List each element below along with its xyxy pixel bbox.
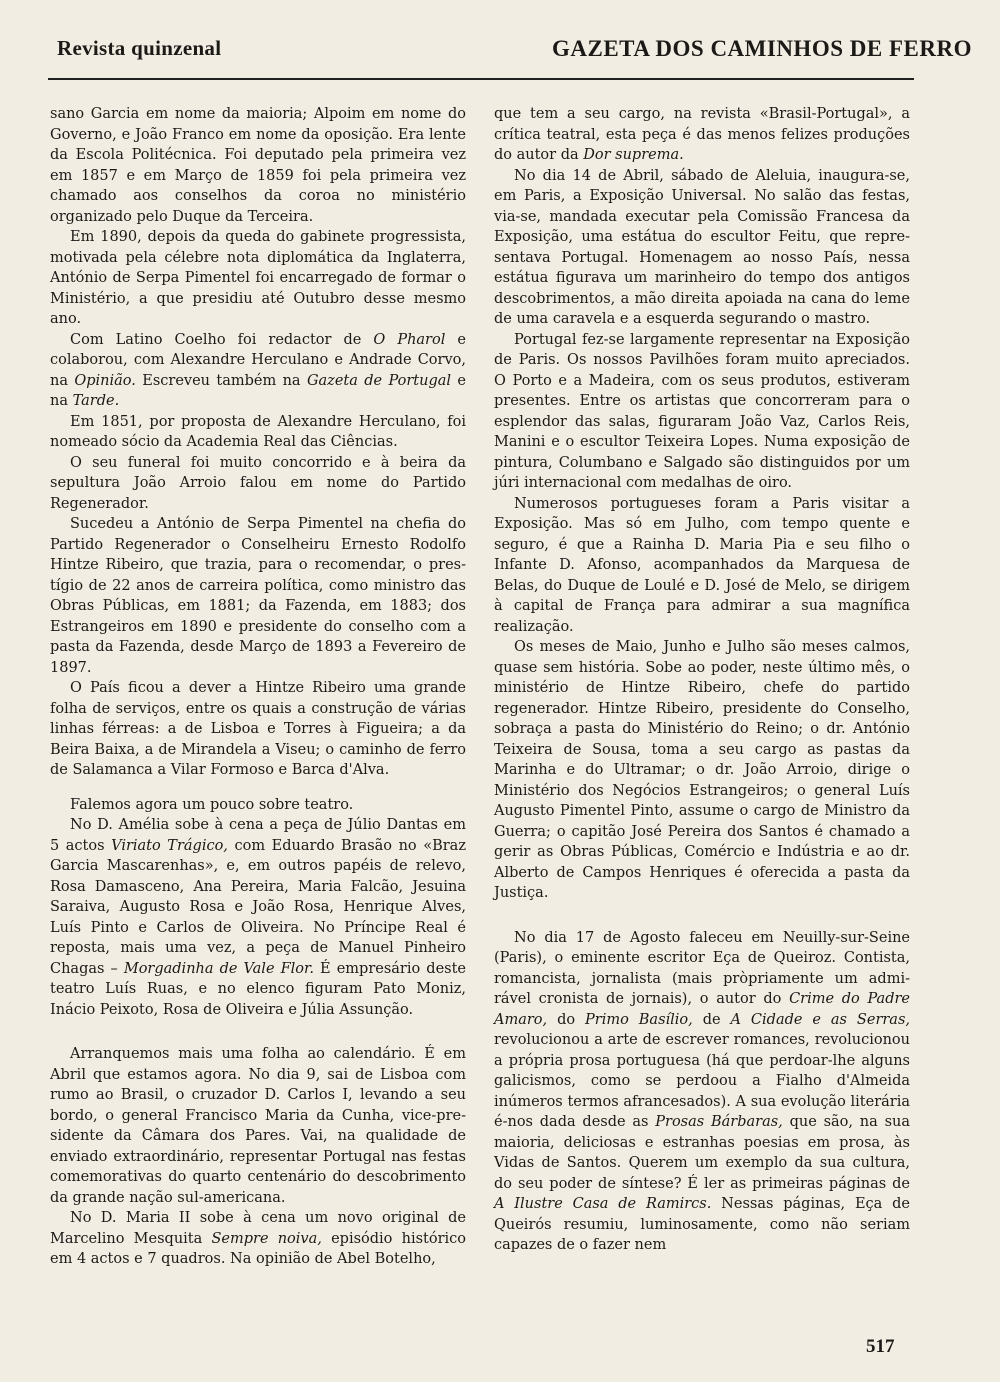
header-right-title: GAZETA DOS CAMINHOS DE FERRO <box>552 36 972 61</box>
paragraph: Sucedeu a António de Serpa Pimentel na chefia do Partido Regenerador o Conselheiru Ernesto Rodolfo Hintze Ribeiro, que trazia, para o recomendar, o prestígio de 22 anos de carreira política, como ministro das Obras Públicas, em 1881; da Fazenda, em 1883; dos Estrangeiros em 1890 e presidente do conselho com a pasta da Fazenda, desde Março de 1893 a Fevereiro de 1897. <box>50 516 466 676</box>
paragraph: Portugal fez-se largamente representar na Exposição de Paris. Os nossos Pavilhões foram muito apreciados. O Porto e a Madeira, com os seus produtos, estiveram presentes. Entre os artistas que concorreram para o esplendor das salas, figuraram João Vaz, Carlos Reis, Manini e o escultor Teixeira Lopes. Numa exposição de pintura, Columbano e Salgado são distinguidos por um júri internacional com medalhas de oiro. <box>494 331 910 491</box>
page-number: 517 <box>866 1336 895 1357</box>
paragraph: O seu funeral foi muito concorrido e à beira da sepultura João Arroio falou em nome do Partido Regenerador. <box>50 454 466 512</box>
paragraph: O País ficou a dever a Hintze Ribeiro uma grande folha de serviços, entre os quais a construção de várias linhas férreas: a de Lisboa e Torres à Figueira; a da Beira Baixa, a de Mirandela a Viseu; o caminho de ferro de Salamanca a Vilar Formoso e Barca d'Alva. <box>50 680 466 778</box>
paragraph: Em 1890, depois da queda do gabinete progressista, motivada pela célebre nota diplomática da Inglaterra, António de Serpa Pimentel foi encarregado de formar o Ministério, a que presidiu até Outubro desse mesmo ano. <box>50 229 466 327</box>
paragraph: No D. Maria II sobe à cena um novo original de Marcelino Mesquita Sempre noiva, episódio histórico em 4 actos e 7 quadros. Na opinião de Abel Botelho, <box>50 1210 466 1267</box>
header-left-title: Revista quinzenal <box>57 36 222 60</box>
paragraph: No D. Amélia sobe à cena a peça de Júlio Dantas em 5 actos Viriato Trágico, com Eduardo Brasão no «Braz Garcia Mascarenhas», e, em outros papéis de relevo, Rosa Damasceno, Ana Pereira, Maria Falcão, Jesuina Saraiva, Augusto Rosa e João Rosa, Henrique Alves, Luís Pinto e Carlos de Oliveira. No Príncipe Real é reposta, mais uma vez, a peça de Manuel Pinheiro Chagas – Morgadinha de Vale Flor. É empresário deste teatro Luís Ruas, e no elenco figuram Pato Moniz, Inácio Peixoto, Rosa de Oliveira e Júlia Assunção. <box>50 817 467 1018</box>
paragraph: Os meses de Maio, Junho e Julho são meses calmos, quase sem história. Sobe ao poder, neste último mês, o ministério de Hintze Ribeiro, chefe do partido regenerador. Hintze Ribeiro, presidente do Conselho, sobraça a pasta do Ministério do Reino; o dr. António Teixeira de Sousa, toma a seu cargo as pastas da Marinha e do Ultramar; o dr. João Arroio, dirige o Ministério dos Negócios Estrangeiros; o general Luís Augusto Pimentel Pinto, assume o cargo de Ministro da Guerra; o capitão José Pereira dos Santos é chamado a gerir as Obras Públicas, Comércio e Indústria e ao dr. Alberto de Campos Henriques é oferecida a pasta da Justiça. <box>494 639 910 901</box>
paragraph: Numerosos portugueses foram a Paris visitar a Exposição. Mas só em Julho, com tempo quente e seguro, é que a Rainha D. Maria Pia e seu filho o Infante D. Afonso, acompanhados da Marquesa de Belas, do Duque de Loulé e D. José de Melo, se dirigem à capital de França para admirar a sua magnífica realização. <box>494 495 910 635</box>
left-column <box>50 104 466 1270</box>
paragraph: que tem a seu cargo, na revista «Brasil-Portugal», a crítica teatral, esta peça é das menos felizes produções do autor da Dor suprema. <box>494 106 910 163</box>
paragraph: Arranquemos mais uma folha ao calendário. É em Abril que estamos agora. No dia 9, sai de Lisboa com rumo ao Brasil, o cruzador D. Carlos I, levando a seu bordo, o general Francisco Maria da Cunha, vice-presidente da Câmara dos Pares. Vai, na qualidade de enviado extraordinário, representar Portugal nas festas comemorativas do quarto centenário do descobrimento da grande nação sul-americana. <box>50 1046 466 1206</box>
paragraph: No dia 14 de Abril, sábado de Aleluia, inaugura-se, em Paris, a Exposição Universal. No salão das festas, via-se, mandada executar pela Comissão Francesa da Exposição, uma estátua do escultor Feitu, que representava Portugal. Homenagem ao nosso País, nessa estátua figurava um marinheiro do tempo dos antigos descobrimentos, a mão direita apoiada na cana do leme de uma caravela e a esquerda segurando o mastro. <box>494 167 910 327</box>
paragraph: Em 1851, por proposta de Alexandre Herculano, foi nomeado sócio da Academia Real das Ciências. <box>50 413 466 450</box>
right-column <box>494 104 910 1256</box>
header-rule <box>48 78 914 80</box>
paragraph: Falemos agora um pouco sobre teatro. <box>70 796 354 813</box>
paragraph: Com Latino Coelho foi redactor de O Pharol e colaborou, com Alexandre Herculano e Andrade Corvo, na Opinião. Escreveu também na Gazeta de Portugal e na Tarde. <box>50 331 466 409</box>
paragraph: No dia 17 de Agosto faleceu em Neuilly-sur-Seine (Paris), o eminente escritor Eça de Queiroz. Contista, romancista, jornalista (mais pròpriamente um admirável cronista de jornais), o autor do Crime do Padre Amaro, do Primo Basílio, de A Cidade e as Serras, revolucionou a arte de escrever romances, revolucionou a própria prosa portuguesa (há que perdoar-lhe alguns galicismos, como se perdoou a Fialho d'Almeida inúmeros termos afrancesados). A sua evolução literária é-nos dada desde as Prosas Bárbaras, que são, na sua maioria, deliciosas e estranhas poesias em prosa, às Vidas de Santos. Querem um exemplo da sua cultura, do seu poder de síntese? É ler as primeiras páginas de A Ilustre Casa de Ramircs. Nessas páginas, Eça de Queirós resumiu, luminosamente, como não seriam capazes de o fazer nem <box>494 929 910 1253</box>
paragraph: sano Garcia em nome da maioria; Alpoim em nome do Governo, e João Franco em nome da oposição. Era lente da Escola Politécnica. Foi deputado pela primeira vez em 1857 e em Março de 1859 foi pela primeira vez chamado aos conselhos da coroa no ministério organizado pelo Duque da Terceira. <box>50 106 466 225</box>
